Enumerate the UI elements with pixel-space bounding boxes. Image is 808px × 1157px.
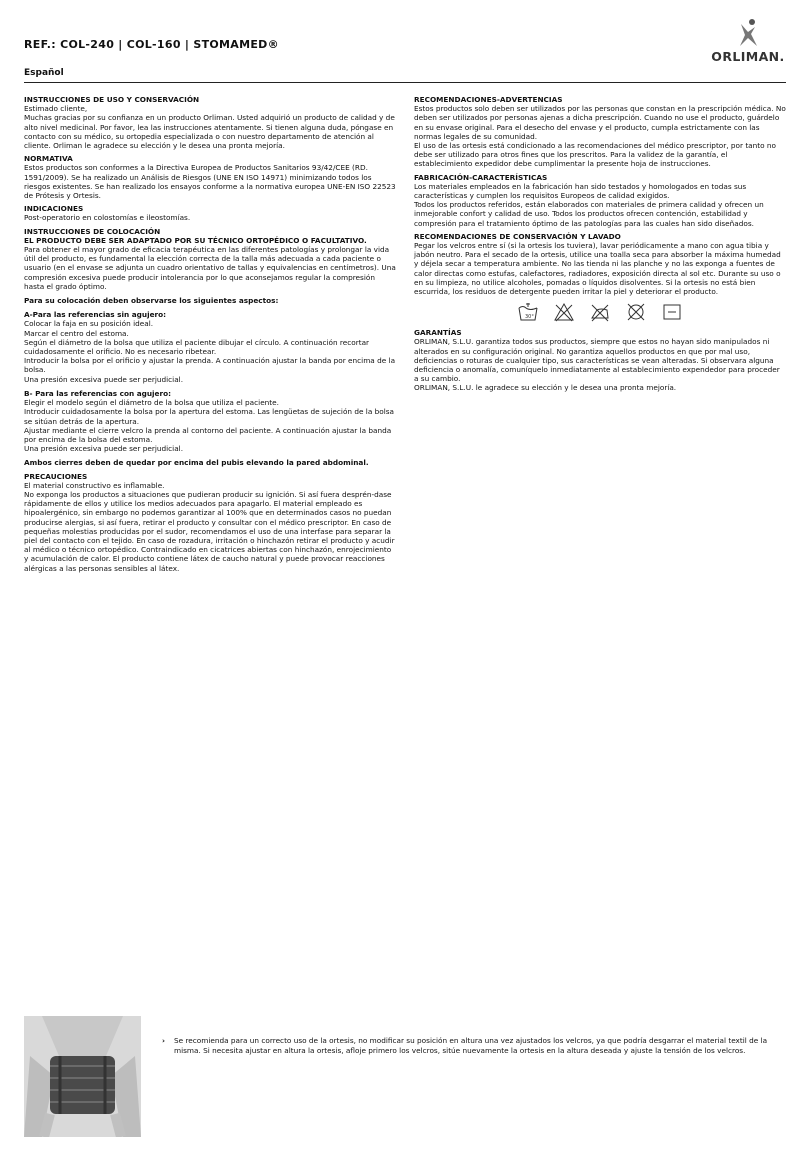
colocacion-subtitle: EL PRODUCTO DEBE SER ADAPTADO POR SU TÉCNICO ORTOPÉDICO O FACULTATIVO.	[24, 235, 367, 245]
header-divider	[24, 82, 786, 83]
section-title-instrucciones: INSTRUCCIONES DE USO Y CONSERVACIÓN	[24, 95, 200, 104]
chevron-right-icon: ›	[162, 1036, 166, 1045]
section-a-step1: Colocar la faja en su posición ideal.	[24, 319, 154, 329]
colocacion-paragraph: Para obtener el mayor grado de eficacia terapéutica en las diferentes patologías y prolongar la vida útil del producto, es fundamental la elección correcta de la talla más adecuada a cada paciente o usuario (en el envase se adjunta un cuadro orientativo de tallas y equivalencias en centímetros). Una compresión excesiva puede producir intolerancia por lo que aconsejamos regular la compresión hasta el grado óptimo.	[24, 245, 396, 291]
no-bleach-icon	[553, 302, 575, 322]
conservacion-paragraph: Pegar los velcros entre sí (si la ortesis los tuviera), lavar periódicamente a mano con agua tibia y jabón neutro. Para el secado de la ortesis, utilice una toalla seca para absorber la máxima humedad y déjela secar a temperatura ambiente. No las tienda ni las planche y no las exponga a fuentes de calor directas como estufas, calefactores, radiadores, exposición directa al sol etc. Durante su uso o en su limpieza, no utilice alcoholes, pomadas o líquidos disolventes. Si la ortesis no está bien escurrida, los residuos de detergente pueden irritar la piel y deteriorar el producto.	[414, 241, 781, 297]
hand-wash-30-icon	[517, 302, 539, 322]
section-title-recomendaciones: RECOMENDACIONES-ADVERTENCIAS	[414, 95, 563, 104]
section-b-step1: Elegir el modelo según el diámetro de la bolsa que utiliza el paciente.	[24, 398, 279, 408]
orliman-figure-icon	[733, 18, 763, 48]
care-symbols	[414, 302, 786, 322]
intro-paragraph: Muchas gracias por su confianza en un producto Orliman. Usted adquirió un producto de calidad y de alto nivel medicinal. Por favor, lea las instrucciones atentamente. Si tienen alguna duda, póngase en contacto con su médico, su ortopedia especializada o con nuestro departamento de atención al cliente. Orliman le agradece su elección y le desea una pronta mejoría.	[24, 113, 395, 151]
orliman-logo	[710, 18, 786, 70]
section-title-indicaciones: INDICACIONES	[24, 204, 84, 214]
right-column	[414, 91, 786, 393]
section-a-title: A-Para las referencias sin agujero:	[24, 310, 167, 320]
indicaciones-paragraph: Post-operatorio en colostomías e ileostomías.	[24, 213, 191, 223]
fabricacion-paragraph2: Todos los productos referidos, están elaborados con materiales de primera calidad y ofrecen un inmejorable confort y calidad de uso. Todos los productos ofrecen contención, estabilidad y compresión para el tratamiento óptimo de las patologías para las cuales han sido diseñados.	[414, 200, 764, 228]
section-title-conservacion: RECOMENDACIONES DE CONSERVACIÓN Y LAVADO	[414, 231, 621, 241]
recomendaciones-paragraph1: Estos productos solo deben ser utilizados por las personas que constan en la prescripción médica. No deben ser utilizados por personas ajenas a dicha prescripción. Cuando no use el producto, guárdelo en su envase original. Para el desecho del envase y el producto, cumpla estrictamente con las normas legales de su comunidad.	[414, 104, 786, 141]
garantias-paragraph: ORLIMAN, S.L.U. garantiza todos sus productos, siempre que estos no hayan sido manipulados ni alterados en su configuración original. No garantiza aquellos productos en que por mal uso, deficiencias o roturas de cualquier tipo, sus características se vean alteradas. Si observara alguna deficiencia o anomalía, comuníquelo inmediatamente al establecimiento expendedor para proceder a su cambio.	[414, 337, 780, 384]
section-title-colocacion: INSTRUCCIONES DE COLOCACIÓN	[24, 226, 161, 236]
language-label: Español	[24, 68, 64, 78]
left-column	[24, 91, 396, 573]
precauciones-paragraph: No exponga los productos a situaciones que pudieran producir su ignición. Si así fuera desprén-dase rápidamente de ellos y utilice los medios adecuados para apagarlo. El material empleado es hipoalergénico, sin embargo no podemos garantizar al 100% que en determinados casos no puedan producirse alergias, si así fuera, retirar el producto y consultar con el médico prescriptor. En caso de pequeñas molestias producidas por el sudor, recomendamos el uso de una interfase para separar la piel del contacto con el tejido. En caso de rozadura, irritación o hinchazón retirar el producto y acudir al médico o técnico ortopédico. Contraindicado en cicatrices abiertas con hinchazón, enrojecimiento y acumulación de calor. El producto contiene látex de caucho natural y puede provocar reacciones alérgicas a las personas sensibles al látex.	[24, 489, 395, 573]
section-b-step4: Una presión excesiva puede ser perjudicial.	[24, 444, 184, 454]
no-dry-clean-icon	[625, 302, 647, 322]
fabricacion-paragraph1: Los materiales empleados en la fabricación han sido testados y homologados en todas sus características y cumplen los requisitos Europeos de calidad exigidos.	[414, 181, 747, 201]
document-reference: REF.: COL-240 | COL-160 | STOMAMED®	[24, 38, 279, 51]
section-title-garantias: GARANTÍAS	[414, 328, 462, 338]
recomendaciones-paragraph2: El uso de las ortesis está condicionado a las recomendaciones del médico prescriptor, por tanto no debe ser utilizado para otros fines que los prescritos. Para la validez de la garantía, el establecimiento expedidor debe cumplimentar la presente hoja de instrucciones.	[414, 141, 777, 169]
greeting: Estimado cliente,	[24, 104, 88, 114]
section-b-title: B- Para las referencias con agujero:	[24, 388, 172, 398]
section-b-step2: Introducir cuidadosamente la bolsa por la apertura del estoma. Las lengüetas de sujeción de la bolsa se sitúan detrás de la apertura.	[24, 407, 395, 426]
usage-tip	[162, 1036, 782, 1056]
usage-tip-text: Se recomienda para un correcto uso de la ortesis, no modificar su posición en altura una vez ajustados los velcros, ya que podría desgarrar el material textil de la misma. Si necesita ajustar en altura la ortesis, afloje primero los velcros, sitúe nuevamente la ortesis en la altura deseada y ajuste la tensión de los velcros.	[174, 1036, 768, 1055]
section-a-step4: Introducir la bolsa por el orificio y ajustar la prenda. A continuación ajustar la banda por encima de la bolsa.	[24, 356, 396, 375]
normativa-paragraph: Estos productos son conformes a la Directiva Europea de Productos Sanitarios 93/42/CEE (RD. 1591/2009). Se ha realizado un Análisis de Riesgos (UNE EN ISO 14971) minimizando todos los riesgos existentes. Se han realizado los ensayos conforme a la normativa europea UNE-EN ISO 22523 de Prótesis y Ortesis.	[24, 163, 396, 201]
no-iron-icon	[589, 302, 611, 322]
wash-temperature: 30°	[525, 314, 534, 321]
section-title-fabricacion: FABRICACIÓN-CARACTERÍSTICAS	[414, 172, 548, 182]
section-a-step3: Según el diámetro de la bolsa que utiliza el paciente dibujar el círculo. A continuación recortar cuidadosamente el orificio. No es necesario ribetear.	[24, 337, 370, 357]
product-photo	[24, 1016, 141, 1137]
section-b-step3: Ajustar mediante el cierre velcro la prenda al contorno del paciente. A continuación ajustar la banda por encima de la bolsa del estoma.	[24, 425, 392, 444]
colocacion-aspects: Para su colocación deben observarse los siguientes aspectos:	[24, 296, 279, 306]
section-title-precauciones: PRECAUCIONES	[24, 471, 88, 481]
section-a-step5: Una presión excesiva puede ser perjudicial.	[24, 374, 184, 384]
precauciones-line1: El material constructivo es inflamable.	[24, 480, 165, 490]
garantias-closing: ORLIMAN, S.L.U. le agradece su elección y le desea una pronta mejoría.	[414, 383, 677, 393]
closure-note: Ambos cierres deben de quedar por encima del pubis elevando la pared abdominal.	[24, 458, 369, 468]
brand-name: ORLIMAN.	[711, 49, 785, 64]
section-title-normativa: NORMATIVA	[24, 154, 73, 164]
section-a-step2: Marcar el centro del estoma.	[24, 328, 129, 338]
dry-flat-icon	[661, 302, 683, 322]
